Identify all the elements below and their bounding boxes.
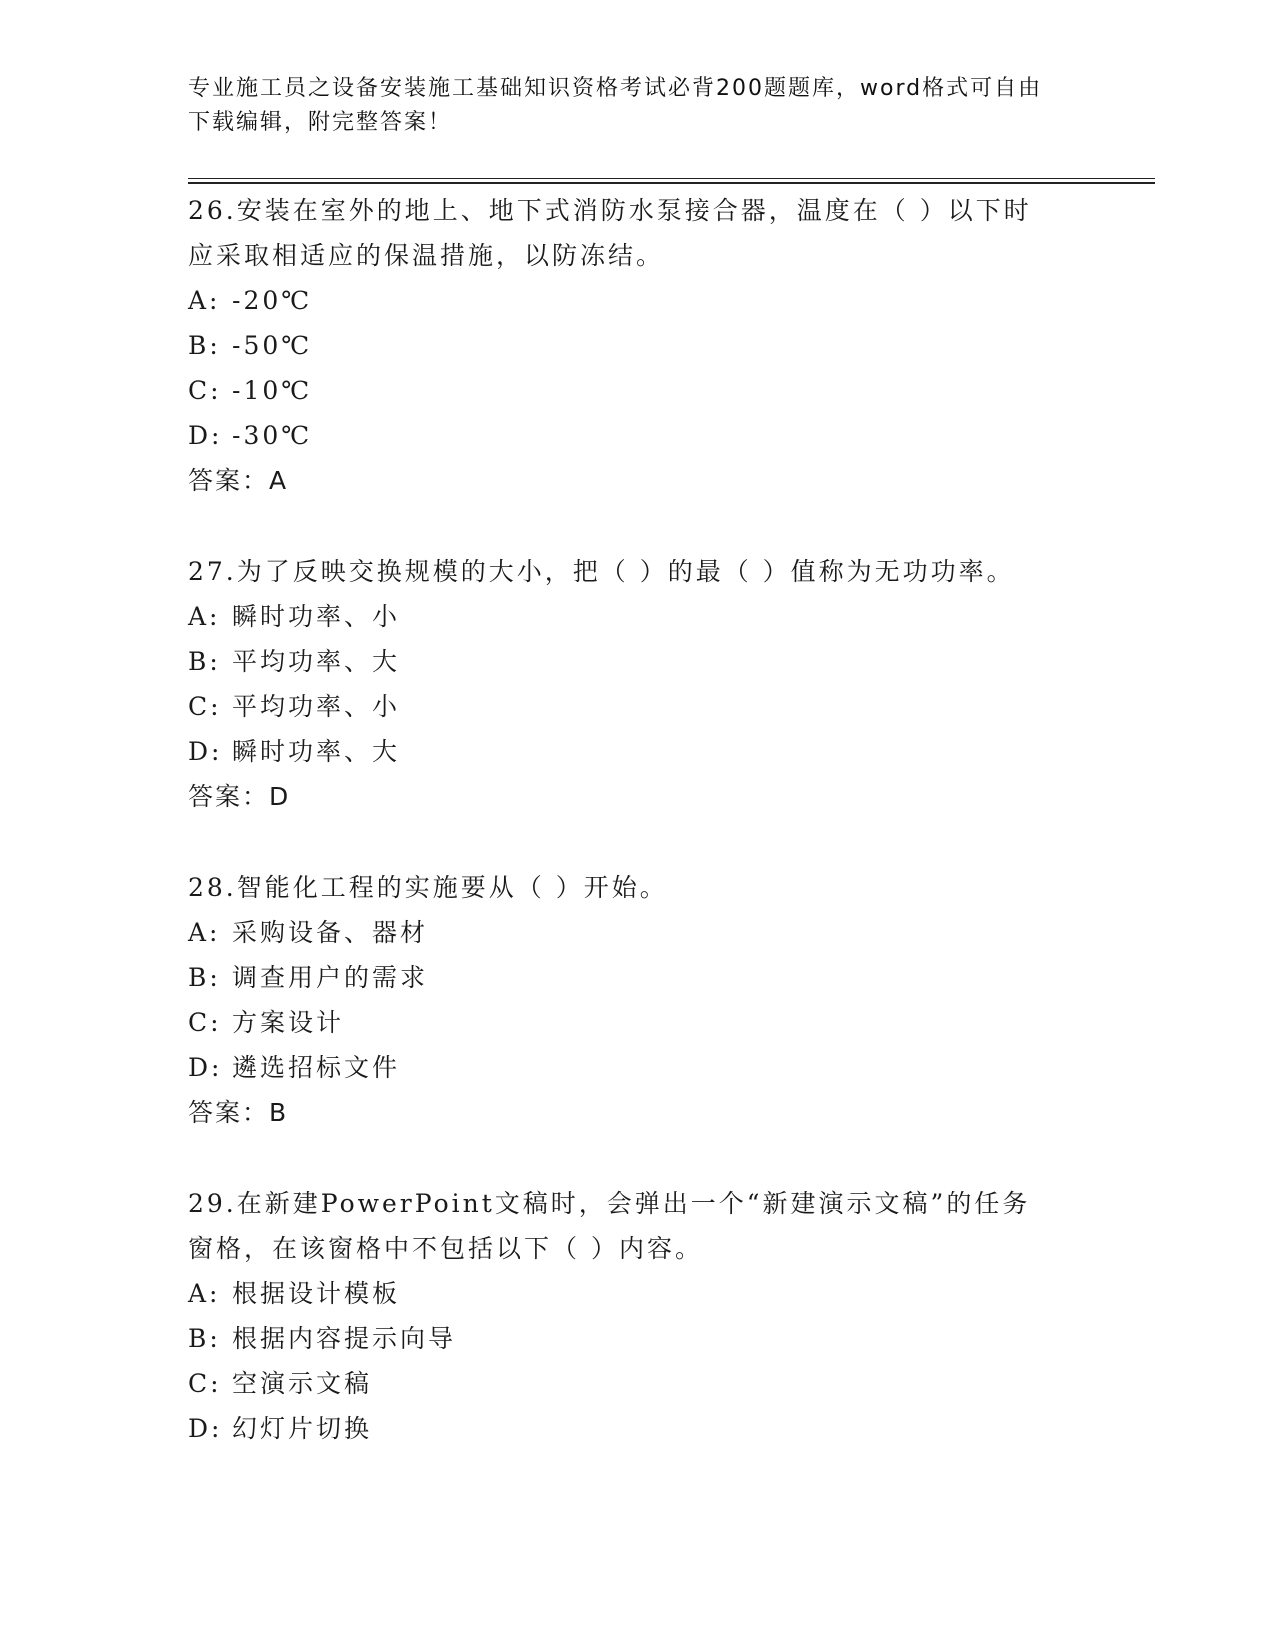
option-text: 遴选招标文件 [232,1053,401,1082]
answer-line: 答案：D [188,782,291,811]
option-key: C: [188,1369,222,1398]
question-list [188,188,1068,1451]
option-text: 根据设计模板 [232,1279,401,1308]
option-text: 空演示文稿 [232,1369,373,1398]
option-text: 平均功率、小 [232,692,401,721]
option-key: D: [188,1414,223,1443]
header-line-1: 专业施工员之设备安装施工基础知识资格考试必背200题题库，word格式可自由 [188,76,1043,101]
option-text: 根据内容提示向导 [232,1324,457,1353]
option-text: -30℃ [232,421,313,450]
option-key: D: [188,421,223,450]
question-stem-line-1: 29.在新建PowerPoint文稿时，会弹出一个“新建演示文稿”的任务 [188,1189,1031,1218]
option-c [188,1000,1068,1045]
option-c [188,368,1068,413]
option-key: C: [188,692,222,721]
option-key: B: [188,1324,221,1353]
option-key: D: [188,737,223,766]
question-stem-line-2: 应采取相适应的保温措施，以防冻结。 [188,241,665,270]
option-a [188,594,1068,639]
question-spacer [188,819,1068,865]
header-divider-thick [188,182,1155,184]
option-key: A: [188,602,221,631]
option-key: B: [188,647,221,676]
option-c [188,684,1068,729]
header-divider-thin [188,178,1155,179]
option-key: D: [188,1053,223,1082]
question-28 [188,865,1068,1135]
answer-line: 答案：A [188,466,289,495]
question-stem-line-1: 26.安装在室外的地上、地下式消防水泵接合器，温度在（ ）以下时 [188,196,1032,225]
option-d [188,1045,1068,1090]
option-b [188,955,1068,1000]
option-a [188,278,1068,323]
option-key: B: [188,331,221,360]
question-spacer [188,1135,1068,1181]
question-stem-line-1: 27.为了反映交换规模的大小，把（ ）的最（ ）值称为无功功率。 [188,557,1015,586]
option-text: 瞬时功率、大 [232,737,401,766]
question-27 [188,549,1068,819]
option-a [188,1271,1068,1316]
question-26 [188,188,1068,503]
option-text: -50℃ [232,331,313,360]
option-a [188,910,1068,955]
option-key: B: [188,963,221,992]
option-text: -20℃ [232,286,313,315]
option-key: A: [188,1279,221,1308]
question-stem-line-2: 窗格，在该窗格中不包括以下（ ）内容。 [188,1234,703,1263]
answer-line: 答案：B [188,1098,289,1127]
option-text: 采购设备、器材 [232,918,429,947]
option-key: A: [188,286,221,315]
option-text: 瞬时功率、小 [232,602,401,631]
option-d [188,413,1068,458]
option-text: 方案设计 [232,1008,345,1037]
option-text: -10℃ [232,376,313,405]
option-b [188,639,1068,684]
option-key: C: [188,1008,222,1037]
question-29 [188,1181,1068,1451]
option-key: A: [188,918,221,947]
option-b [188,323,1068,368]
question-spacer [188,503,1068,549]
question-stem-line-1: 28.智能化工程的实施要从（ ）开始。 [188,873,668,902]
document-header [188,72,1088,140]
option-key: C: [188,376,222,405]
header-line-2: 下载编辑，附完整答案！ [188,110,453,135]
option-d [188,1406,1068,1451]
option-text: 平均功率、大 [232,647,401,676]
option-text: 调查用户的需求 [232,963,429,992]
option-text: 幻灯片切换 [232,1414,373,1443]
option-b [188,1316,1068,1361]
option-c [188,1361,1068,1406]
option-d [188,729,1068,774]
